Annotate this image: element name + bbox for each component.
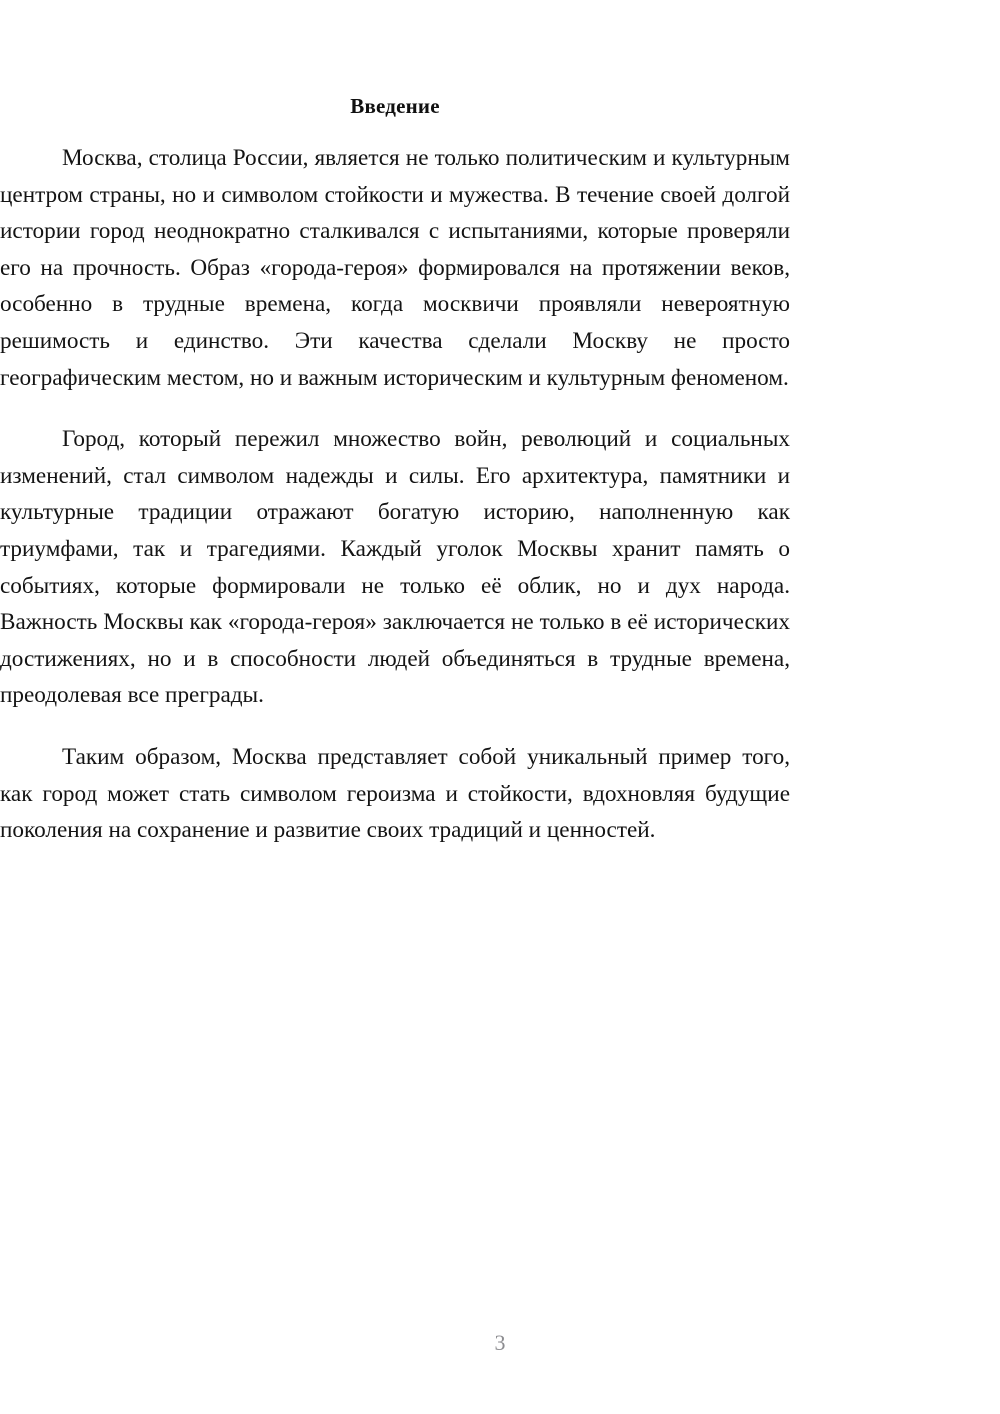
page-title: Введение — [350, 94, 440, 118]
body-text-block — [0, 140, 790, 849]
page-number: 3 — [494, 1330, 506, 1355]
paragraph: Таким образом, Москва представляет собой уникальный пример того, как город может стать символом героизма и стойкости, вдохновляя будущие поколения на сохранение и развитие своих традиций и ценностей. — [0, 743, 790, 844]
paragraph: Город, который пережил множество войн, революций и социальных изменений, стал символом надежды и силы. Его архитектура, памятники и культурные традиции отражают богатую историю, наполненную как триумфами, так и трагедиями. Каждый уголок Москвы хранит память о событиях, которые формировали не только её облик, но и дух народа. Важность Москвы как «города-героя» заключается не только в её исторических достижениях, но и в способности людей объединяться в трудные времена, преодолевая все преграды. — [0, 426, 790, 709]
paragraph: Москва, столица России, является не только политическим и культурным центром страны, но и символом стойкости и мужества. В течение своей долгой истории город неоднократно сталкивался с испытаниями, которые проверяли его на прочность. Образ «города-героя» формировался на протяжении веков, особенно в трудные времена, когда москвичи проявляли невероятную решимость и единство. Эти качества сделали Москву не просто географическим местом, но и важным историческим и культурным феноменом. — [0, 145, 790, 391]
